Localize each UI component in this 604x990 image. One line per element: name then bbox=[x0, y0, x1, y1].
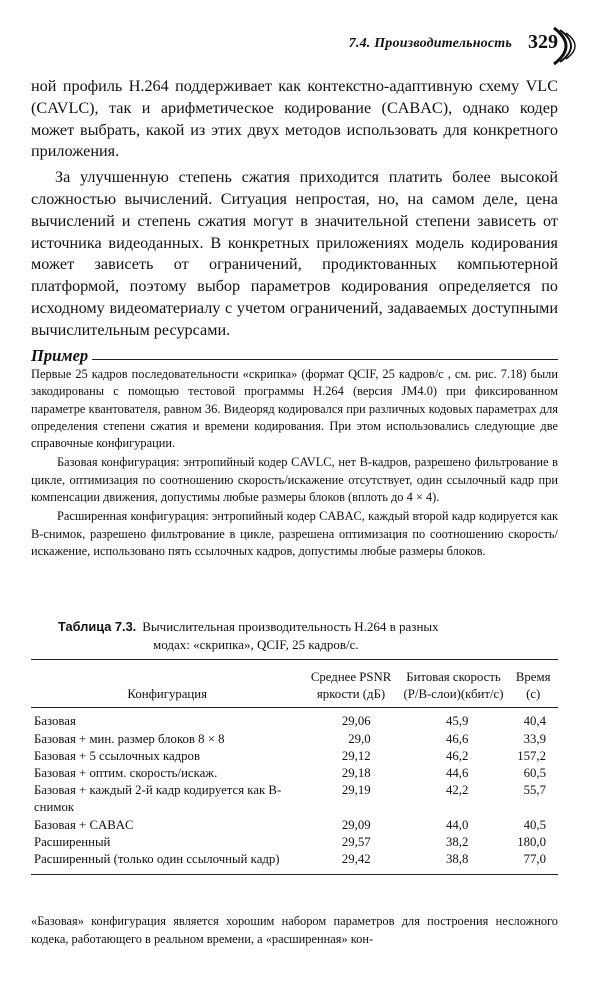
cell-time: 60,5 bbox=[523, 766, 546, 781]
cell-config: Базовая bbox=[34, 714, 76, 729]
cell-bitrate: 44,6 bbox=[445, 766, 469, 781]
cell-time: 157,2 bbox=[517, 748, 546, 763]
cell-bitrate: 38,8 bbox=[399, 851, 509, 875]
cell-config: Базовая + 5 ссылочных кадров bbox=[34, 748, 201, 763]
header-config: Конфигурация bbox=[31, 660, 303, 708]
cell-bitrate: 46,2 bbox=[445, 748, 469, 763]
cell-psnr: 29,06 bbox=[341, 714, 371, 729]
main-paragraph-1: ной профиль H.264 поддерживает как контекстно-адаптивную схему VLC (CAVLC), так и арифметическое кодирование (CABAC), однако кодер может выбрать, какой из этих двух методов использовать для конкретного приложения. bbox=[31, 77, 558, 161]
cell-bitrate: 42,2 bbox=[445, 783, 469, 798]
cell-psnr: 29,19 bbox=[341, 783, 371, 798]
cell-psnr: 29,57 bbox=[341, 834, 371, 849]
page-number: 329 bbox=[528, 31, 558, 53]
cell-psnr: 29,0 bbox=[348, 731, 371, 746]
cell-bitrate: 44,0 bbox=[445, 817, 469, 832]
cell-time: 33,9 bbox=[523, 731, 546, 746]
example-heading bbox=[31, 348, 558, 366]
table-row bbox=[31, 782, 558, 816]
cell-time: 77,0 bbox=[508, 851, 558, 875]
header-time: Время (с) bbox=[508, 660, 558, 708]
example-paragraph-3: Расширенная конфигурация: энтропийный кодер CABAC, каждый второй кадр кодируется как B-снимок, разрешено фильтрование в цикле, разрешена оптимизация по соотношению скорость/искажение, использовано пять ссылочных кадров, допустимы любые размеры блоков. bbox=[31, 509, 558, 558]
header-bitrate: Битовая скорость (P/B-слои)(кбит/с) bbox=[399, 660, 509, 708]
bottom-body-text bbox=[31, 913, 558, 949]
cell-config: Базовая + оптим. скорость/искаж. bbox=[34, 766, 218, 781]
bottom-paragraph: «Базовая» конфигурация является хорошим набором параметров для построения несложного кодека, работающего в реальном времени, а «расширенная» кон- bbox=[31, 914, 558, 946]
table-row bbox=[31, 731, 558, 748]
main-paragraph-2: За улучшенную степень сжатия приходится платить более высокой сложностью вычислений. Ситуация непростая, но, на самом деле, цена вычислений и степень сжатия могут в значительной степени зависеть от источника видеоданных. В конкретных приложениях модель кодирования может зависеть от ограничений, продиктованных компьютерной платформой, поэтому выбор параметров кодирования определяется по исходному видеоматериалу с учетом ограничений, задаваемых доступными вычислительным ресурсами. bbox=[31, 168, 558, 339]
cell-time: 40,5 bbox=[523, 817, 546, 832]
table-number: Таблица 7.3. bbox=[58, 619, 137, 634]
table-caption bbox=[58, 618, 538, 653]
example-title: Пример bbox=[31, 348, 92, 364]
cell-psnr: 29,09 bbox=[341, 817, 371, 832]
table-row bbox=[31, 851, 558, 875]
cell-config: Расширенный bbox=[34, 834, 111, 849]
cell-config: Расширенный (только один ссылочный кадр) bbox=[31, 851, 303, 875]
cell-config: Базовая + каждый 2-й кадр кодируется как B-снимок bbox=[34, 783, 282, 815]
table-header-row bbox=[31, 660, 558, 708]
table-row bbox=[31, 708, 558, 731]
example-paragraph-2: Базовая конфигурация: энтропийный кодер CAVLC, нет B-кадров, разрешено фильтрование в цикле, оптимизация по соотношению скорость/искажение отсутствует, один ссылочный кадр при компенсации движения, допустимы любые размеры блоков (вплоть до 4 × 4). bbox=[31, 455, 558, 505]
example-heading-rule bbox=[91, 359, 558, 360]
table-caption-line-2: модах: «скрипка», QCIF, 25 кадров/с. bbox=[153, 636, 359, 652]
cell-psnr: 29,42 bbox=[303, 851, 398, 875]
table-row bbox=[31, 817, 558, 834]
main-body-text bbox=[31, 76, 558, 342]
running-title: 7.4. Производительность bbox=[348, 36, 512, 51]
example-body-text bbox=[31, 366, 558, 560]
cell-psnr: 29,12 bbox=[341, 748, 371, 763]
cell-bitrate: 46,6 bbox=[445, 731, 469, 746]
page-number-arc-decoration bbox=[552, 24, 580, 68]
table-row bbox=[31, 748, 558, 765]
cell-config: Базовая + мин. размер блоков 8 × 8 bbox=[34, 731, 225, 746]
table-row bbox=[31, 834, 558, 851]
cell-config: Базовая + CABAC bbox=[34, 817, 134, 832]
cell-bitrate: 38,2 bbox=[445, 834, 469, 849]
cell-psnr: 29,18 bbox=[341, 766, 371, 781]
cell-bitrate: 45,9 bbox=[445, 714, 469, 729]
example-paragraph-1: Первые 25 кадров последовательности «скрипка» (формат QCIF, 25 кадров/с , см. рис. 7.18) были закодированы с помощью тестовой программы H.264 (версия JM4.0) при фиксированном параметре квантователя, равном 36. Видеоряд кодировался при различных кодовых параметрах для определения степени сжатия и времени кодирования. При этом использовались следующие две справочные конфигурации. bbox=[31, 367, 558, 451]
header-psnr: Среднее PSNR яркости (дБ) bbox=[303, 660, 398, 708]
cell-time: 180,0 bbox=[517, 834, 546, 849]
cell-time: 40,4 bbox=[523, 714, 546, 729]
performance-table bbox=[31, 659, 558, 875]
table-caption-line-1: Вычислительная производительность H.264 в разных bbox=[142, 619, 439, 634]
table-row bbox=[31, 765, 558, 782]
cell-time: 55,7 bbox=[523, 783, 546, 798]
